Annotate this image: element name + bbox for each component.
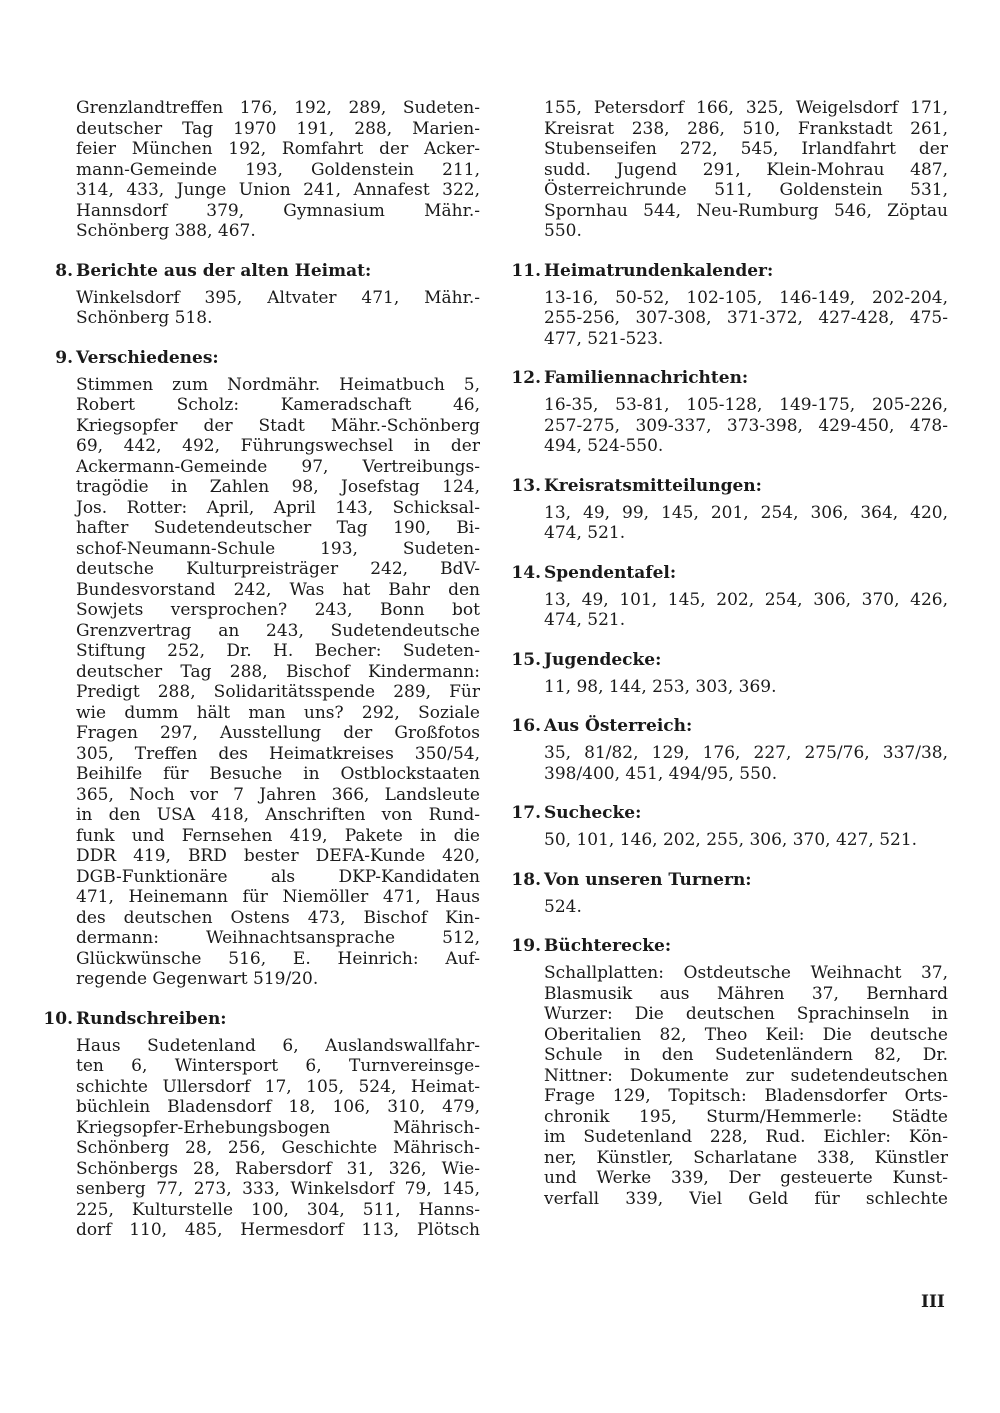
- text-line: 16-35, 53-81, 105-128, 149-175, 205-226,: [544, 395, 948, 415]
- section-number: 15.: [511, 649, 541, 670]
- text-line: Glückwünsche 516, E. Heinrich: Auf-: [76, 948, 480, 969]
- text-line: funk und Fernsehen 419, Pakete in die: [76, 825, 480, 846]
- text-line: Beihilfe für Besuche in Ostblockstaaten: [76, 764, 480, 784]
- text-line: 13-16, 50-52, 102-105, 146-149, 202-204,: [544, 287, 948, 308]
- text-line: und Werke 339, Der gesteuerte Kunst-: [544, 1168, 948, 1188]
- section-berichte: [40, 260, 480, 329]
- text-line: 474, 521.: [544, 610, 626, 630]
- section-spendentafel: [508, 562, 948, 631]
- text-line: dorf 110, 485, Hermesdorf 113, Plötsch: [76, 1220, 480, 1240]
- section-title: Spendentafel:: [544, 562, 677, 583]
- section-body: [544, 677, 948, 698]
- section-body: [76, 375, 480, 990]
- text-line: ten 6, Wintersport 6, Turnvereinsge-: [76, 1056, 480, 1076]
- text-line: Robert Scholz: Kameradschaft 46,: [76, 395, 480, 415]
- text-line: Stubenseifen 272, 545, Irlandfahrt der: [544, 139, 948, 159]
- section-title: Aus Österreich:: [544, 716, 693, 736]
- text-line: Oberitalien 82, Theo Keil: Die deutsche: [544, 1024, 948, 1045]
- section-heading: [40, 1008, 480, 1030]
- text-line: 257-275, 309-337, 373-398, 429-450, 478-: [544, 415, 948, 436]
- text-line: 365, Noch vor 7 Jahren 366, Landsleute: [76, 784, 480, 805]
- section-heading: [508, 715, 948, 737]
- right-column: [508, 98, 948, 1227]
- section-number: 14.: [511, 562, 541, 583]
- text-line: Kreisrat 238, 286, 510, Frankstadt 261,: [544, 118, 948, 139]
- text-line: 314, 433, Junge Union 241, Annafest 322,: [76, 180, 480, 200]
- text-line: Spornhau 544, Neu-Rumburg 546, Zöptau: [544, 200, 948, 221]
- section-body: [544, 963, 948, 1209]
- text-line: schichte Ullersdorf 17, 105, 524, Heimat-: [76, 1076, 480, 1097]
- text-line: Schönberg 388, 467.: [76, 221, 256, 241]
- text-line: Stiftung 252, Dr. H. Becher: Sudeten-: [76, 641, 480, 661]
- section-aus-oesterreich: [508, 715, 948, 784]
- section-body: [544, 288, 948, 350]
- text-line: Hannsdorf 379, Gymnasium Mähr.-: [76, 200, 480, 221]
- section-body: [544, 830, 948, 851]
- text-line: 155, Petersdorf 166, 325, Weigelsdorf 171,: [544, 98, 948, 118]
- text-line: in den USA 418, Anschriften von Rund-: [76, 805, 480, 825]
- text-line: Grenzvertrag an 243, Sudetendeutsche: [76, 620, 480, 641]
- section-number: 19.: [511, 936, 541, 956]
- section-rundschreiben: [40, 1008, 480, 1241]
- section-heading: [40, 260, 480, 282]
- continuation-text: [544, 98, 948, 242]
- text-line: Jos. Rotter: April, April 143, Schicksal-: [76, 497, 480, 518]
- text-line: Schule in den Sudetenländern 82, Dr.: [544, 1045, 948, 1065]
- text-line: 13, 49, 101, 145, 202, 254, 306, 370, 426,: [544, 589, 948, 610]
- text-line: Haus Sudetenland 6, Auslandswallfahr-: [76, 1035, 480, 1056]
- text-line: Nittner: Dokumente zur sudetendeutschen: [544, 1065, 948, 1086]
- left-column: [40, 98, 480, 1259]
- text-line: 474, 521.: [544, 523, 626, 543]
- section-heimatrundenkalender: [508, 260, 948, 350]
- section-heading: [508, 562, 948, 584]
- text-line: Stimmen zum Nordmähr. Heimatbuch 5,: [76, 374, 480, 395]
- text-line: Grenzlandtreffen 176, 192, 289, Sudeten-: [76, 98, 480, 118]
- text-line: Sowjets versprochen? 243, Bonn bot: [76, 600, 480, 620]
- section-body: [544, 743, 948, 784]
- text-line: büchlein Bladensdorf 18, 106, 310, 479,: [76, 1097, 480, 1117]
- continuation-text: [76, 98, 480, 242]
- text-line: Blasmusik aus Mähren 37, Bernhard: [544, 983, 948, 1004]
- text-line: deutscher Tag 1970 191, 288, Marien-: [76, 118, 480, 139]
- section-title: Büchterecke:: [544, 936, 672, 956]
- section-familiennachrichten: [508, 367, 948, 457]
- text-line: hafter Sudetendeutscher Tag 190, Bi-: [76, 518, 480, 538]
- text-line: 255-256, 307-308, 371-372, 427-428, 475-: [544, 308, 948, 328]
- text-line: mann-Gemeinde 193, Goldenstein 211,: [76, 159, 480, 180]
- text-line: Kriegsopfer-Erhebungsbogen Mährisch-: [76, 1117, 480, 1138]
- section-heading: [508, 475, 948, 497]
- text-line: Predigt 288, Solidaritätsspende 289, Für: [76, 682, 480, 702]
- section-body: [76, 1036, 480, 1241]
- text-line: Schönberg 28, 256, Geschichte Mährisch-: [76, 1138, 480, 1158]
- section-title: Jugendecke:: [544, 649, 662, 670]
- text-line: Kriegsopfer der Stadt Mähr.-Schönberg: [76, 415, 480, 436]
- text-line: senberg 77, 273, 333, Winkelsdorf 79, 145,: [76, 1179, 480, 1199]
- section-number: 10.: [43, 1008, 73, 1029]
- text-line: Schallplatten: Ostdeutsche Weihnacht 37,: [544, 963, 948, 983]
- section-title: Berichte aus der alten Heimat:: [76, 260, 372, 281]
- text-line: im Sudetenland 228, Rud. Eichler: Kön-: [544, 1127, 948, 1147]
- section-number: 13.: [511, 475, 541, 496]
- text-line: 471, Heinemann für Niemöller 471, Haus: [76, 887, 480, 907]
- text-line: tragödie in Zahlen 98, Josefstag 124,: [76, 477, 480, 497]
- section-title: Suchecke:: [544, 803, 642, 823]
- section-title: Verschiedenes:: [76, 347, 219, 368]
- section-title: Kreisratsmitteilungen:: [544, 475, 762, 496]
- text-line: deutsche Kulturpreisträger 242, BdV-: [76, 559, 480, 579]
- text-line: ner, Künstler, Scharlatane 338, Künstler: [544, 1147, 948, 1168]
- section-heading: [508, 367, 948, 389]
- text-line: Bundesvorstand 242, Was hat Bahr den: [76, 579, 480, 600]
- text-line: 398/400, 451, 494/95, 550.: [544, 763, 778, 784]
- section-heading: [508, 869, 948, 891]
- text-line: dermann: Weihnachtsansprache 512,: [76, 928, 480, 948]
- section-turnern: [508, 869, 948, 918]
- section-body: [544, 395, 948, 457]
- section-number: 11.: [511, 260, 541, 281]
- text-line: Schönberg 518.: [76, 308, 213, 328]
- page-number: III: [921, 1292, 945, 1312]
- section-title: Familiennachrichten:: [544, 368, 749, 388]
- text-line: 305, Treffen des Heimatkreises 350/54,: [76, 743, 480, 764]
- section-heading: [40, 347, 480, 369]
- section-title: Von unseren Turnern:: [544, 869, 752, 890]
- text-line: DDR 419, BRD bester DEFA-Kunde 420,: [76, 846, 480, 866]
- section-body: [544, 503, 948, 544]
- text-line: deutscher Tag 288, Bischof Kindermann:: [76, 661, 480, 682]
- text-line: 477, 521-523.: [544, 328, 664, 349]
- section-number: 8.: [55, 260, 73, 281]
- text-line: wie dumm hält man uns? 292, Soziale: [76, 702, 480, 723]
- section-heading: [508, 802, 948, 824]
- text-line: Schönbergs 28, Rabersdorf 31, 326, Wie-: [76, 1158, 480, 1179]
- text-line: schof-Neumann-Schule 193, Sudeten-: [76, 538, 480, 559]
- text-line: Winkelsdorf 395, Altvater 471, Mähr.-: [76, 287, 480, 308]
- section-number: 12.: [511, 368, 541, 388]
- text-line: Ackermann-Gemeinde 97, Vertreibungs-: [76, 456, 480, 477]
- section-body: [76, 288, 480, 329]
- text-line: Fragen 297, Ausstellung der Großfotos: [76, 723, 480, 743]
- text-line: verfall 339, Viel Geld für schlechte: [544, 1188, 948, 1209]
- section-verschiedenes: [40, 347, 480, 990]
- text-line: 524.: [544, 896, 582, 917]
- section-number: 18.: [511, 869, 541, 890]
- section-suchecke: [508, 802, 948, 851]
- section-number: 17.: [511, 803, 541, 823]
- section-number: 9.: [55, 347, 73, 368]
- section-title: Rundschreiben:: [76, 1008, 227, 1029]
- text-line: 35, 81/82, 129, 176, 227, 275/76, 337/38,: [544, 743, 948, 763]
- text-line: regende Gegenwart 519/20.: [76, 969, 319, 989]
- text-line: feier München 192, Romfahrt der Acker-: [76, 139, 480, 159]
- section-jugendecke: [508, 649, 948, 698]
- text-line: 494, 524-550.: [544, 436, 664, 456]
- section-kreisratsmitteilungen: [508, 475, 948, 544]
- section-heading: [508, 935, 948, 957]
- text-line: 550.: [544, 221, 582, 241]
- text-line: Österreichrunde 511, Goldenstein 531,: [544, 180, 948, 200]
- section-number: 16.: [511, 716, 541, 736]
- text-line: des deutschen Ostens 473, Bischof Kin-: [76, 907, 480, 928]
- section-heading: [508, 649, 948, 671]
- section-title: Heimatrundenkalender:: [544, 260, 774, 281]
- text-line: 11, 98, 144, 253, 303, 369.: [544, 676, 777, 697]
- text-line: chronik 195, Sturm/Hemmerle: Städte: [544, 1106, 948, 1127]
- text-line: Wurzer: Die deutschen Sprachinseln in: [544, 1004, 948, 1024]
- text-line: Frage 129, Topitsch: Bladensdorfer Orts-: [544, 1086, 948, 1106]
- text-line: 225, Kulturstelle 100, 304, 511, Hanns-: [76, 1199, 480, 1220]
- section-body: [544, 897, 948, 918]
- text-line: 50, 101, 146, 202, 255, 306, 370, 427, 521.: [544, 830, 918, 850]
- section-body: [544, 590, 948, 631]
- text-line: 13, 49, 99, 145, 201, 254, 306, 364, 420,: [544, 502, 948, 523]
- section-heading: [508, 260, 948, 282]
- section-buecherecke: [508, 935, 948, 1209]
- text-line: DGB-Funktionäre als DKP-Kandidaten: [76, 866, 480, 887]
- text-line: 69, 442, 492, Führungswechsel in der: [76, 436, 480, 456]
- text-line: sudd. Jugend 291, Klein-Mohrau 487,: [544, 159, 948, 180]
